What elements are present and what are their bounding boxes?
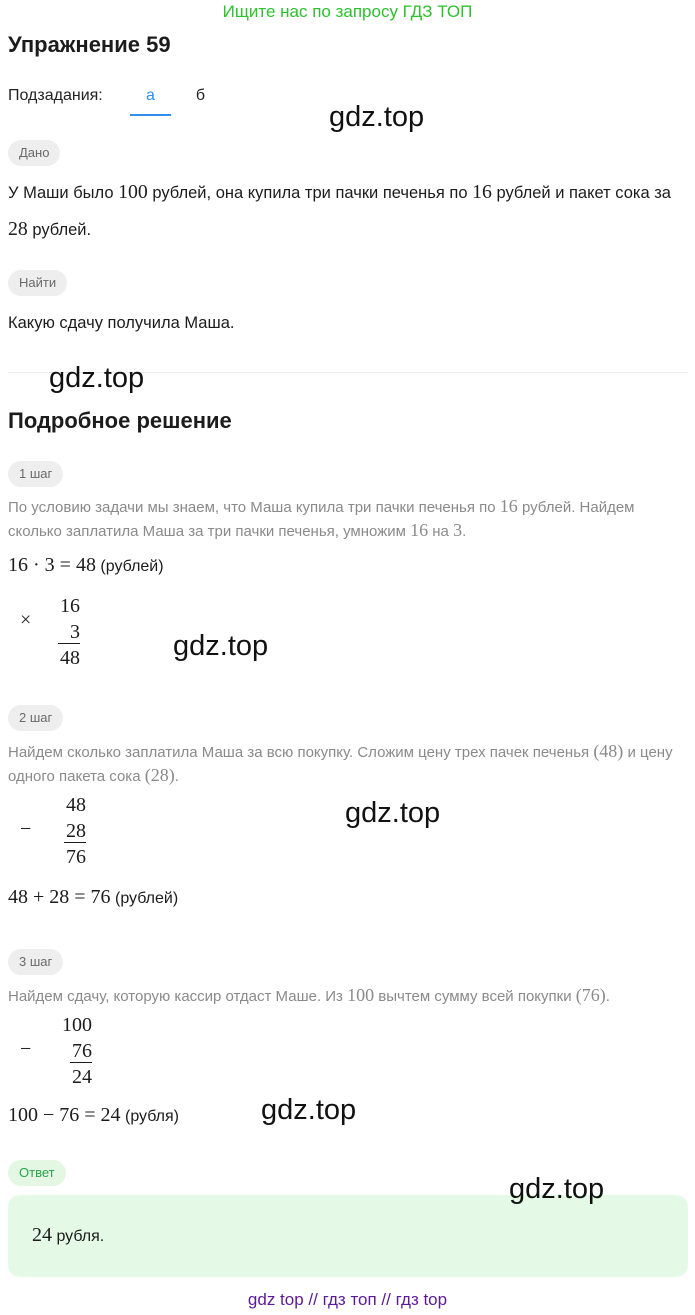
step-3-column (46, 1013, 92, 1091)
column-rule (64, 842, 86, 843)
column-result: 48 (60, 647, 80, 669)
step-1-column (40, 594, 80, 672)
answer-box (8, 1195, 688, 1277)
subtasks-label: Подзадания: (8, 87, 103, 104)
step-2-column-operator: − (20, 818, 32, 840)
find-text: Какую сдачу получила Маша. (8, 314, 235, 332)
step-3-text: Найдем сдачу, которую кассир отдаст Маше. Из 100 вычтем сумму всей покупки (76). (8, 985, 610, 1005)
column-rule (58, 643, 80, 644)
step-1-equation: 16 · 3 = 48 (рублей) (8, 554, 164, 576)
column-result: 76 (66, 846, 86, 868)
step-3-equation: 100 − 76 = 24 (рубля) (8, 1104, 180, 1126)
watermark: gdz.top (509, 1173, 605, 1205)
watermark: gdz.top (329, 101, 425, 133)
find-chip: Найти (8, 270, 67, 296)
step-3-chip: 3 шаг (8, 949, 63, 975)
step-3-column-operator: − (20, 1038, 32, 1060)
active-tab-indicator (130, 114, 171, 116)
step-2-column (46, 793, 86, 871)
answer-text: 24 рубля. (32, 1224, 105, 1246)
solution-title: Подробное решение (8, 408, 232, 433)
column-bottom-number: 76 (72, 1040, 92, 1062)
subtask-tab-a[interactable]: а (146, 87, 155, 104)
column-bottom-number: 28 (66, 820, 86, 842)
column-rule (70, 1062, 92, 1063)
column-top-number: 48 (66, 794, 86, 816)
step-1-chip: 1 шаг (8, 461, 63, 487)
subtask-tab-b[interactable]: б (195, 87, 206, 104)
watermark: gdz.top (173, 630, 269, 662)
step-2-chip: 2 шаг (8, 705, 63, 731)
step-1-column-operator: × (20, 609, 32, 631)
column-top-number: 16 (60, 595, 80, 617)
page-title: Упражнение 59 (8, 32, 171, 57)
footer-links[interactable]: gdz top // гдз топ // гдз top (247, 1290, 448, 1309)
step-1-text: По условию задачи мы знаем, что Маша купила три пачки печенья по 16 рублей. Найдем сколько заплатила Маша за три пачки печенья, умножим 16 на 3. (8, 496, 635, 540)
column-result: 24 (72, 1066, 92, 1088)
step-2-text: Найдем сколько заплатила Маша за всю покупку. Сложим цену трех пачек печенья (48) и цену одного пакета сока (28). (8, 741, 673, 785)
step-2-equation: 48 + 28 = 76 (рублей) (8, 886, 179, 908)
given-chip: Дано (8, 140, 60, 166)
column-top-number: 100 (62, 1014, 92, 1036)
watermark: gdz.top (345, 797, 441, 829)
answer-chip: Ответ (8, 1160, 66, 1186)
given-text: У Маши было 100 рублей, она купила три пачки печенья по 16 рублей и пакет сока за 28 рублей. (8, 181, 671, 240)
promo-banner[interactable]: Ищите нас по запросу ГДЗ ТОП (222, 2, 473, 21)
column-bottom-number: 3 (70, 621, 80, 643)
watermark: gdz.top (261, 1094, 357, 1126)
watermark: gdz.top (49, 362, 145, 394)
